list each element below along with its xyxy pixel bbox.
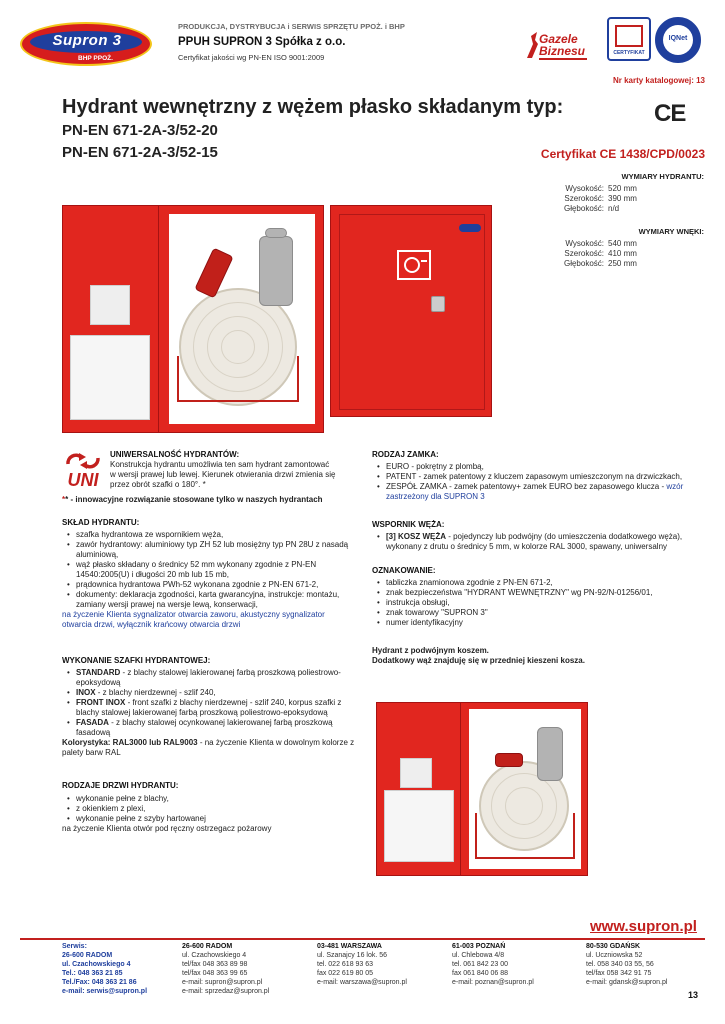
product-type-2: PN-EN 671-2A-3/52-15: [62, 144, 218, 161]
gazele-text: Gazele: [539, 32, 578, 46]
hydrant-closed-photo: [330, 205, 492, 417]
list-item: • znak towarowy "SUPRON 3": [372, 608, 706, 618]
gazele-biznesu-logo: [525, 30, 597, 62]
list-item: • FRONT INOX - front szafki z blachy nierdzewnej - szlif 240, korpus szafki z blachy stalowej lakierowanej farbą proszkową poliestrowo-epoksydową: [62, 698, 360, 718]
wspornik-section: [372, 520, 706, 552]
drzwi-note: na życzenie Klienta otwór pod ręczny ostrzegacz pożarowy: [62, 824, 272, 833]
footer-warszawa: 03-481 WARSZAWA ul. Szanajcy 16 lok. 56 tel. 022 618 93 63 fax 022 619 80 05 e-mail: warszawa@supron.pl: [317, 943, 407, 986]
hydrant-valve: [537, 727, 563, 781]
zamka-title: RODZAJ ZAMKA:: [372, 450, 439, 459]
uni-text: w wersji prawej lub lewej. Kierunek otwierania drzwi zmienia się: [110, 470, 336, 479]
dim-label: Szerokość:: [564, 249, 604, 258]
product-type-1: PN-EN 671-2A-3/52-20: [62, 122, 218, 139]
drzwi-section: [62, 781, 360, 834]
valve-handwheel: [265, 228, 287, 238]
dim-value: 520 mm: [608, 184, 637, 193]
footer-gdansk: 80-530 GDAŃSK ul. Uczniowska 52 tel. 058 340 03 55, 56 tel/fax 058 342 91 75 e-mail: gdansk@supron.pl: [586, 943, 668, 986]
footer-radom: 26-600 RADOM ul. Czachowskiego 4 tel/fax 048 363 89 98 tel/fax 048 363 99 65 e-mail: supron@supron.pl e-mail: sprzedaz@supron.pl: [182, 943, 270, 995]
wspornik-title: WSPORNIK WĘŻA:: [372, 520, 445, 529]
list-item: • znak bezpieczeństwa "HYDRANT WEWNĘTRZNY" wg PN-92/N-01256/01,: [372, 588, 706, 598]
dim-value: 390 mm: [608, 194, 637, 203]
uni-text: Konstrukcja hydrantu umożliwia ten sam hydrant zamontować: [110, 460, 330, 469]
cabinet-body: [460, 702, 588, 876]
list-item: • FASADA - z blachy stalowej ocynkowanej lakierowanej farbą proszkową fasadową: [62, 718, 360, 738]
uni-note: ** - innowacyjne rozwiązanie stosowane tylko w naszych hydrantach: [62, 495, 323, 504]
uni-note-text: * - innowacyjne rozwiązanie stosowane tylko w naszych hydrantach: [65, 495, 323, 504]
dim-label: Głębokość:: [563, 204, 604, 213]
certification-badge-label: CERTYFIKAT: [613, 50, 645, 56]
list-item: • INOX - z blachy nierdzewnej - szlif 240,: [62, 688, 360, 698]
list-item: • ZESPÓŁ ZAMKA - zamek patentowy+ zamek EURO bez zapasowego klucza - wzór zastrzeżony dla SUPRON 3: [372, 482, 706, 502]
iso-certificate: Certyfikat jakości wg PN-EN ISO 9001:2009: [178, 53, 325, 62]
niche-dimensions-title: WYMIARY WNĘKI:: [638, 227, 704, 236]
list-item: • PATENT - zamek patentowy z kluczem zapasowym umieszczonym na drzwiczkach,: [372, 472, 706, 482]
hydrant-valve: [259, 236, 293, 306]
company-name: PPUH SUPRON 3 Spółka z o.o.: [178, 36, 346, 48]
list-item: • wąż płasko składany o średnicy 52 mm wykonany zgodnie z PN-EN 14540:2005(U) i długości 20 mb lub 15 mb,: [62, 560, 360, 580]
basket-line: Dodatkowy wąż znajduję się w przedniej kieszeni kosza.: [372, 656, 585, 665]
certification-badge: [607, 17, 651, 61]
ce-mark-icon: CE: [654, 100, 686, 127]
list-item: • STANDARD - z blachy stalowej lakierowanej farbą proszkową poliestrowo- epoksydową: [62, 668, 360, 688]
page-title: Hydrant wewnętrzny z wężem płasko składanym typ:: [62, 96, 564, 118]
lock-icon: [431, 296, 445, 312]
footer-divider: [20, 938, 705, 940]
dim-label: Głębokość:: [563, 259, 604, 268]
zamka-section: [372, 450, 706, 502]
hydrant-dimensions-title: WYMIARY HYDRANTU:: [621, 172, 704, 181]
hose-basket: [475, 813, 575, 859]
document-pocket: [400, 758, 432, 788]
dim-value: 540 mm: [608, 239, 637, 248]
dim-value: 250 mm: [608, 259, 637, 268]
basket-note: [372, 646, 706, 666]
colors-line: Kolorystyka: RAL3000 lub RAL9003 - na życzenie Klienta w dowolnym kolorze z: [62, 738, 355, 747]
sklad-note: na życzenie Klienta sygnalizator otwarcia zaworu, akustyczny sygnalizator: [62, 610, 325, 619]
basket-line: Hydrant z podwójnym koszem.: [372, 646, 489, 655]
wykonanie-section: [62, 656, 360, 758]
iqnet-label: IQNet: [668, 35, 688, 42]
uni-section: [110, 450, 350, 490]
list-item: • z okienkiem z plexi,: [62, 804, 360, 814]
document-pocket: [90, 285, 130, 325]
dim-value: 410 mm: [608, 249, 637, 258]
hydrant-double-basket-photo: [376, 702, 588, 876]
list-item: • numer identyfikacyjny: [372, 618, 706, 628]
drzwi-title: RODZAJE DRZWI HYDRANTU:: [62, 781, 179, 790]
hydrant-dimensions: [562, 172, 704, 214]
niche-dimensions: [562, 227, 704, 269]
instruction-sheet: [384, 790, 454, 862]
uni-label: UNI: [67, 470, 99, 490]
oznakowanie-section: [372, 566, 706, 628]
dim-label: Wysokość:: [565, 239, 604, 248]
website-link[interactable]: www.supron.pl: [590, 918, 697, 935]
gazelle-icon: [525, 30, 539, 60]
hose-nozzle: [495, 753, 523, 767]
supron-logo: [20, 22, 152, 66]
cabinet-body: [158, 205, 324, 433]
uni-text: przez obrót szafki o 180°. *: [110, 480, 206, 489]
dim-label: Szerokość:: [564, 194, 604, 203]
list-item: • prądownica hydrantowa PWh-52 wykonana zgodnie z PN-EN 671-2,: [62, 580, 360, 590]
hydrant-sign-icon: [397, 250, 431, 280]
supron-sticker: [459, 224, 481, 232]
page-number: 13: [688, 990, 699, 1000]
logo-text: Supron 3: [52, 32, 122, 49]
list-item: • wykonanie pełne z blachy,: [62, 794, 360, 804]
list-item: • tabliczka znamionowa zgodnie z PN-EN 671-2,: [372, 578, 706, 588]
colors-line-cont: palety barw RAL: [62, 748, 121, 757]
list-item: • EURO - pokrętny z plombą,: [372, 462, 706, 472]
hydrant-open-photo: [62, 205, 324, 433]
sklad-title: SKŁAD HYDRANTU:: [62, 518, 140, 527]
sklad-note: otwarcia drzwi, wyłącznik krańcowy otwarcia drzwi: [62, 620, 241, 629]
footer-poznan: 61-003 POZNAŃ ul. Chlebowa 4/8 tel. 061 842 23 00 fax 061 840 06 88 e-mail: poznan@supron.pl: [452, 943, 534, 986]
list-item: • szafka hydrantowa ze wspornikiem węża,: [62, 530, 360, 540]
list-item: • [3] KOSZ WĘŻA - pojedynczy lub podwójny (do umieszczenia dodatkowego węża), wykonany z drutu o średnicy 5 mm, w kolorze RAL 3000, spawany, uniwersalny: [372, 532, 706, 552]
footer-service: Serwis: 26-600 RADOM ul. Czachowskiego 4 Tel.: 048 363 21 85 Tel./Fax: 048 363 21 86 e-mail: serwis@supron.pl: [62, 943, 148, 995]
list-item: • instrukcja obsługi,: [372, 598, 706, 608]
hose-basket: [177, 356, 299, 402]
oznakowanie-title: OZNAKOWANIE:: [372, 566, 436, 575]
header-tagline: PRODUKCJA, DYSTRYBUCJA i SERWIS SPRZĘTU PPOŻ. i BHP: [178, 22, 405, 31]
catalog-card-number: Nr karty katalogowej: 13: [612, 76, 705, 85]
uni-icon: [62, 450, 104, 492]
uni-title: UNIWERSALNOŚĆ HYDRANTÓW:: [110, 450, 240, 459]
instruction-sheet: [70, 335, 150, 420]
dim-value: n/d: [608, 204, 620, 213]
biznesu-text: Biznesu: [539, 44, 586, 58]
list-item: • wykonanie pełne z szyby hartowanej: [62, 814, 360, 824]
logo-subtitle: BHP PPOŻ.: [78, 55, 113, 62]
ce-certificate: Certyfikat CE 1438/CPD/0023: [540, 147, 705, 161]
sklad-section: [62, 518, 360, 630]
iqnet-badge: [655, 17, 701, 63]
list-item: • dokumenty: deklaracja zgodności, karta gwarancyjna, instrukcje: montażu, zamiany wersji prawej na wersje lewą, konserwacji,: [62, 590, 360, 610]
list-item: • zawór hydrantowy: aluminiowy typ ZH 52 lub mosiężny typ PN 28U z nasadą aluminiową,: [62, 540, 360, 560]
wykonanie-title: WYKONANIE SZAFKI HYDRANTOWEJ:: [62, 656, 211, 665]
dim-label: Wysokość:: [565, 184, 604, 193]
